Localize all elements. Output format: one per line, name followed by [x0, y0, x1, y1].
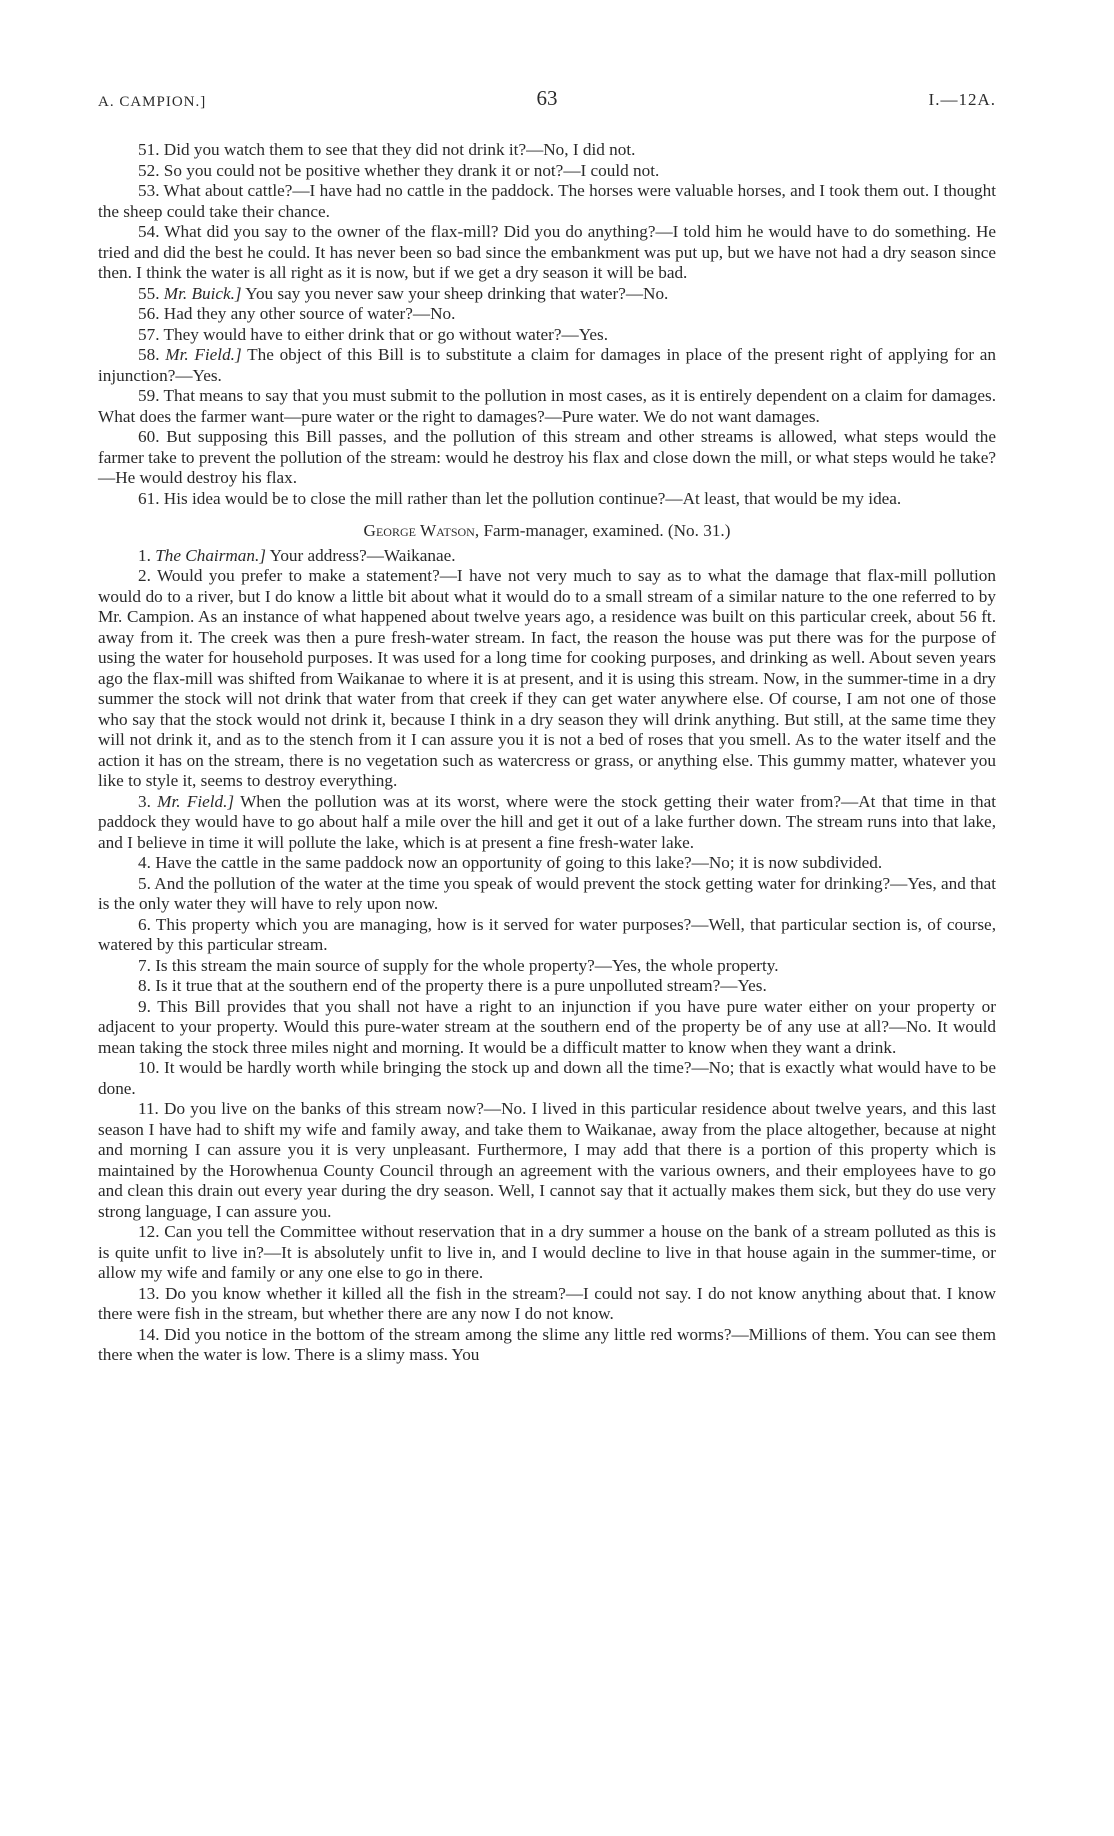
paragraph: 57. They would have to either drink that or go without water?—Yes. — [138, 324, 609, 344]
paragraph: 53. What about cattle?—I have had no cattle in the paddock. The horses were valuable horses, and I took them out. I thought the sheep could take their chance. — [98, 181, 996, 221]
paragraph: 10. It would be hardly worth while bringing the stock up and down all the time?—No; that is exactly what would have to be done. — [98, 1058, 996, 1098]
paragraph: 7. Is this stream the main source of supply for the whole property?—Yes, the whole property. — [138, 955, 779, 975]
witness-name: George Watson, — [363, 521, 480, 540]
question-text: When the pollution was at its worst, where were the stock getting their water from?—At that time in that paddock they would have to go about half a mile over the hill and get it out of a lake further down. The stream runs into that lake, and I believe in time it will pollute the lake, which is at present a fine fresh-water lake. — [98, 791, 996, 852]
paragraph: 6. This property which you are managing, how is it served for water purposes?—Well, that particular section is, of course, watered by this particular stream. — [98, 914, 996, 954]
paragraph: 9. This Bill provides that you shall not have a right to an injunction if you have pure water either on your property or adjacent to your property. Would this pure-water stream at the southern end of the property be of any use at all?—No. It would mean taking the stock three miles night and morning. It would be a difficult matter to know when they want a drink. — [98, 996, 996, 1057]
paragraph: 60. But supposing this Bill passes, and the pollution of this stream and other streams is allowed, what steps would the farmer take to prevent the pollution of the stream: would he destroy his flax and close down the mill, or what steps would he take?—He would destroy his flax. — [98, 427, 996, 487]
paragraph: 13. Do you know whether it killed all the fish in the stream?—I could not say. I do not know anything about that. I know there were fish in the stream, but whether there are any now I do not know. — [98, 1283, 996, 1323]
paragraph: 56. Had they any other source of water?—No. — [138, 304, 456, 323]
question-number: 55. — [138, 283, 160, 303]
paragraph — [98, 792, 996, 854]
paragraph: 59. That means to say that you must submit to the pollution in most cases, as it is entirely dependent on a claim for damages. What does the farmer want—pure water or the right to damages?—Pure water. We do not want damages. — [98, 386, 996, 426]
speaker: Mr. Buick.] — [163, 283, 242, 303]
question-number: 58. — [138, 345, 160, 364]
header-paper-ref: I.—12A. — [928, 90, 996, 109]
paragraph: 52. So you could not be positive whether they drank it or not?—I could not. — [138, 160, 660, 180]
paragraph: 51. Did you watch them to see that they did not drink it?—No, I did not. — [138, 140, 636, 159]
witness-heading — [98, 521, 996, 542]
speaker: Mr. Field.] — [157, 791, 235, 811]
question-text: You say you never saw your sheep drinking that water?—No. — [245, 283, 669, 303]
paragraph: 2. Would you prefer to make a statement?—I have not very much to say as to what the damage that flax-mill pollution would do to a river, but I do know a little bit about what it would do to a small stream of a similar nature to the one referred to by Mr. Campion. As an instance of what happened about twelve years ago, a residence was built on this particular creek, about 56 ft. away from it. The creek was then a pure fresh-water stream. In fact, the reason the house was put there was for the purpose of using the water for household purposes. It was used for a long time for cooking purposes, and drinking as well. About seven years ago the flax-mill was shifted from Waikanae to where it is at present, and it is using this stream. Now, in the summer-time in a dry summer the stock will not drink that water from that creek if they can get water anywhere else. Of course, I am not one of those who say that the stock would not drink it, because I think in a dry season they will drink anything. But still, at the same time they will not drink it, and as to the stench from it I can assure you it is not a bed of roses that you smell. As to the water itself and the action it has on the stream, there is no vegetation such as watercress or grass, or anything else. This gummy matter, whatever you like to style it, seems to destroy everything. — [98, 566, 996, 790]
page-number: 63 — [536, 86, 558, 110]
question-text: The object of this Bill is to substitute a claim for damages in place of the present right of applying for an injunction?—Yes. — [98, 345, 997, 385]
paragraph: 61. His idea would be to close the mill rather than let the pollution continue?—At least, that would be my idea. — [138, 488, 902, 508]
header-witness: A. CAMPION.] — [98, 94, 207, 110]
paragraph: 54. What did you say to the owner of the flax-mill? Did you do anything?—I told him he would have to do something. He tried and did the best he could. It has never been so bad since the embankment was put up, but we have not had a dry season since then. I think the water is all right as it is now, but if we get a dry season it will be bad. — [98, 222, 996, 282]
question-number: 3. — [138, 791, 151, 811]
question-number: 1. — [138, 545, 151, 565]
paragraph: 8. Is it true that at the southern end of the property there is a pure unpolluted stream?—Yes. — [138, 976, 767, 995]
paragraph: 4. Have the cattle in the same paddock now an opportunity of going to this lake?—No; it is now subdivided. — [138, 853, 883, 872]
witness-description: Farm-manager, examined. (No. 31.) — [479, 521, 731, 540]
page-body — [98, 140, 996, 1366]
page-header — [98, 88, 996, 116]
paragraph: 14. Did you notice in the bottom of the stream among the slime any little red worms?—Millions of them. You can see them there when the water is low. There is a slimy mass. You — [98, 1324, 996, 1364]
question-text: Your address?—Waikanae. — [269, 545, 456, 565]
speaker: The Chairman.] — [155, 545, 266, 565]
paragraph — [98, 284, 996, 305]
paragraph: 5. And the pollution of the water at the time you speak of would prevent the stock getting water for drinking?—Yes, and that is the only water they will have to rely upon now. — [98, 873, 996, 913]
paragraph — [98, 546, 996, 567]
paragraph — [98, 345, 996, 386]
speaker: Mr. Field.] — [165, 345, 242, 364]
paragraph: 11. Do you live on the banks of this stream now?—No. I lived in this particular residence about twelve years, and this last season I have had to shift my wife and family away, and take them to Waikanae, away from the place altogether, because at night and morning I can assure you it is very unpleasant. Furthermore, I may add that there is a portion of this property which is maintained by the Horowhenua County Council through an agreement with the various owners, and their employees have to go and clean this drain out every year during the dry season. Well, I cannot say that it actually makes them sick, but they do use very strong language, I can assure you. — [98, 1099, 996, 1221]
paragraph: 12. Can you tell the Committee without reservation that in a dry summer a house on the bank of a stream polluted as this is is quite unfit to live in?—It is absolutely unfit to live in, and I would decline to live in that house again in the summer-time, or allow my wife and family or any one else to go in there. — [98, 1222, 996, 1282]
